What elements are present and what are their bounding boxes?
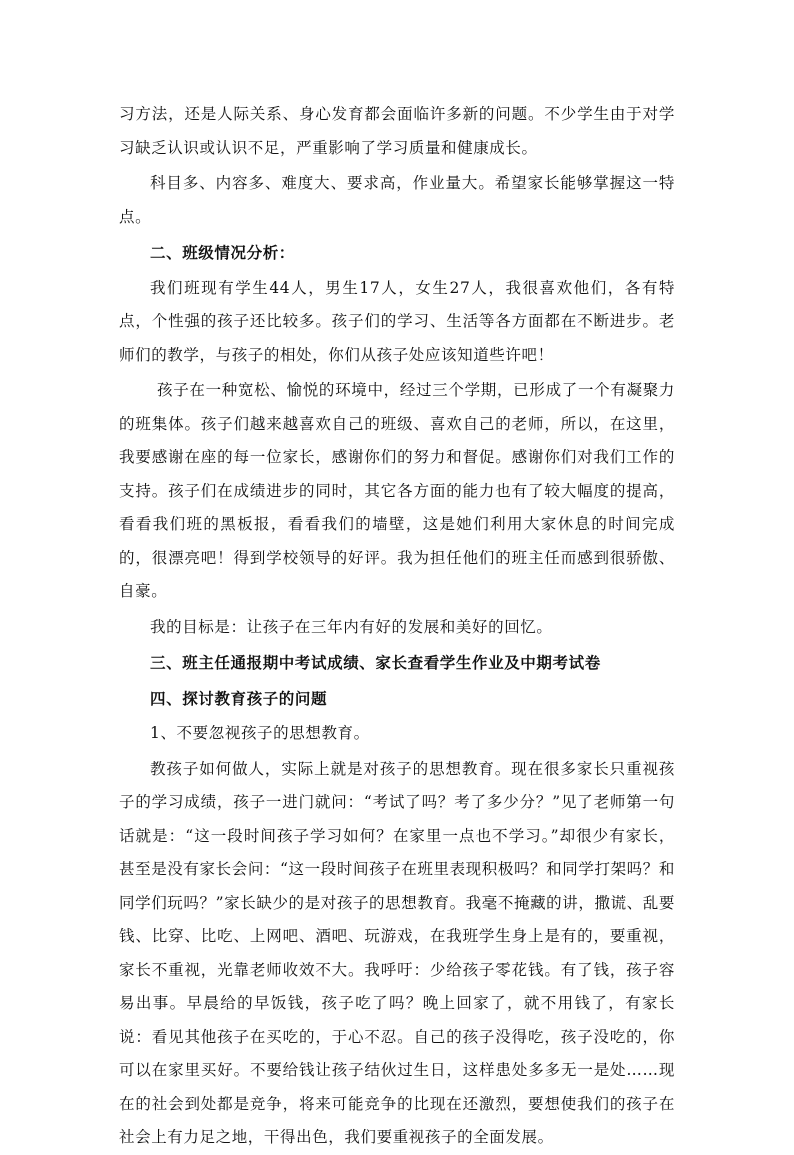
- paragraph-moral-education: 教孩子如何做人，实际上就是对孩子的思想教育。现在很多家长只重视孩子的学习成绩，孩子一进门就问：“考试了吗？考了多少分？”见了老师第一句话就是：“这一段时间孩子学习如何？在家里一点也不学习。”却很少有家长，甚至是没有家长会问：“这一段时间孩子在班里表现积极吗？和同学打架吗？和同学们玩吗？”家长缺少的是对孩子的思想教育。我毫不掩藏的讲，撒谎、乱要钱、比穿、比吃、上网吧、酒吧、玩游戏，在我班学生身上是有的，要重视，家长不重视，光靠老师收效不大。我呼吁：少给孩子零花钱。有了钱，孩子容易出事。早晨给的早饭钱，孩子吃了吗？晚上回家了，就不用钱了，有家长说：看见其他孩子在买吃的，于心不忍。自己的孩子没得吃，孩子没吃的，你可以在家里买好。不要给钱让孩子结伙过生日，这样患处多多无一是处……现在的社会到处都是竞争，将来可能竞争的比现在还激烈，要想使我们的孩子在社会上有力足之地，干得出色，我们要重视孩子的全面发展。: [119, 759, 675, 1146]
- paragraph-subjects: 科目多、内容多、难度大、要求高，作业量大。希望家长能够掌握这一特点。: [119, 174, 675, 226]
- paragraph-goal: 我的目标是：让孩子在三年内有好的发展和美好的回忆。: [150, 617, 553, 636]
- section-heading-education-issues: 四、探讨教育孩子的问题: [150, 688, 328, 708]
- paragraph-class-collective: 孩子在一种宽松、愉悦的环境中，经过三个学期，已形成了一个有凝聚力的班集体。孩子们越来越喜欢自己的班级、喜欢自己的老师，所以，在这里，我要感谢在座的每一位家长，感谢你们的努力和督促。感谢你们对我们工作的支持。孩子们在成绩进步的同时，其它各方面的能力也有了较大幅度的提高，看看我们班的黑板报，看看我们的墙壁，这是她们利用大家休息的时间完成的，很漂亮吧！得到学校领导的好评。我为担任他们的班主任而感到很骄傲、自豪。: [119, 381, 675, 600]
- list-item-moral-education: 1、不要忽视孩子的思想教育。: [150, 724, 370, 742]
- paragraph-class-stats: 我们班现有学生44人，男生17人，女生27人，我很喜欢他们，各有特点，个性强的孩子还比较多。孩子们的学习、生活等各方面都在不断进步。老师们的教学，与孩子的相处，你们从孩子处应该知道些许吧！: [119, 278, 675, 364]
- paragraph-continuation: 习方法，还是人际关系、身心发育都会面临许多新的问题。不少学生由于对学习缺乏认识或认识不足，严重影响了学习质量和健康成长。: [119, 105, 675, 157]
- section-heading-class-analysis: 二、班级情况分析：: [150, 243, 295, 262]
- document-body: [119, 98, 675, 1155]
- section-heading-exam-report: 三、班主任通报期中考试成绩、家长查看学生作业及中期考试卷: [150, 653, 601, 672]
